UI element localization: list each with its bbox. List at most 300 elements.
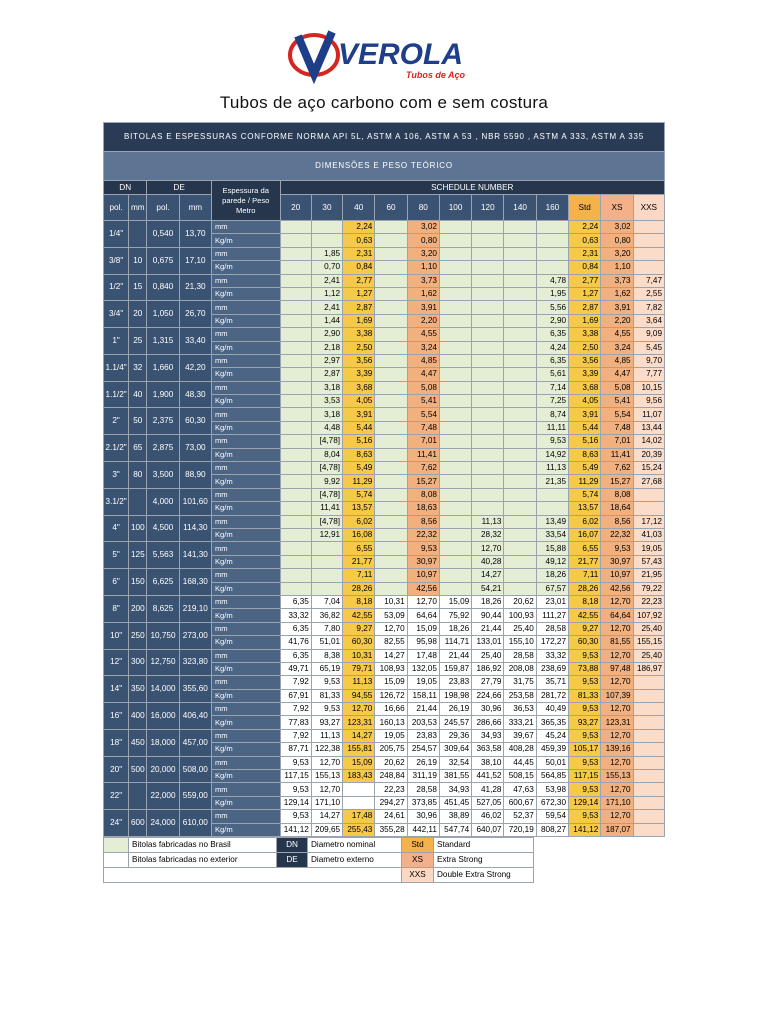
value-cell: 5,56 (536, 301, 568, 314)
value-cell (472, 247, 504, 260)
value-cell (280, 287, 311, 300)
value-cell: 158,11 (407, 689, 439, 702)
value-cell: 45,24 (536, 729, 568, 742)
value-cell: 2,24 (569, 221, 601, 234)
value-cell (439, 314, 471, 327)
de-pol-header: pol. (147, 195, 179, 221)
value-cell: 28,32 (472, 528, 504, 541)
unit-cell: mm (211, 221, 280, 234)
value-cell: 7,48 (601, 421, 633, 434)
value-cell: 51,01 (311, 636, 342, 649)
value-cell: 3,68 (343, 381, 375, 394)
dn-pol-cell: 2" (104, 408, 129, 435)
legend-std-key: Std (402, 837, 434, 852)
value-cell (375, 274, 407, 287)
value-cell: 11,11 (536, 421, 568, 434)
value-cell: 57,43 (633, 555, 664, 568)
de-mm-header: mm (179, 195, 211, 221)
value-cell: 12,70 (601, 649, 633, 662)
value-cell (439, 569, 471, 582)
value-cell: 53,09 (375, 609, 407, 622)
value-cell: 59,54 (536, 810, 568, 823)
unit-cell: Kg/m (211, 770, 280, 783)
value-cell (504, 515, 536, 528)
value-cell: 9,53 (569, 783, 601, 796)
value-cell: 9,53 (407, 542, 439, 555)
value-cell: 408,28 (504, 743, 536, 756)
value-cell: 255,43 (343, 823, 375, 836)
value-cell (439, 341, 471, 354)
value-cell: 363,58 (472, 743, 504, 756)
de-pol-cell: 2,375 (147, 408, 179, 435)
value-cell: 640,07 (472, 823, 504, 836)
value-cell: 13,44 (633, 421, 664, 434)
value-cell: 3,20 (407, 247, 439, 260)
value-cell: 0,84 (343, 261, 375, 274)
legend-exterior-swatch (104, 852, 129, 867)
value-cell: 0,63 (343, 234, 375, 247)
pipe-table-body (104, 221, 665, 837)
legend-brasil-swatch (104, 837, 129, 852)
value-cell: 720,19 (504, 823, 536, 836)
value-cell (375, 368, 407, 381)
value-cell (504, 328, 536, 341)
value-cell: 333,21 (504, 716, 536, 729)
value-cell: 41,76 (280, 636, 311, 649)
value-cell (311, 569, 342, 582)
value-cell: 25,40 (504, 622, 536, 635)
table-row (104, 810, 665, 823)
value-cell: 8,63 (569, 448, 601, 461)
value-cell: 5,49 (569, 462, 601, 475)
de-mm-cell: 88,90 (179, 462, 211, 489)
value-cell: 8,38 (311, 649, 342, 662)
value-cell (375, 555, 407, 568)
value-cell: 17,48 (343, 810, 375, 823)
value-cell: 23,83 (439, 676, 471, 689)
value-cell: 12,70 (311, 756, 342, 769)
value-cell: 123,31 (601, 716, 633, 729)
value-cell: 6,35 (536, 328, 568, 341)
value-cell: 9,53 (569, 703, 601, 716)
value-cell: 111,27 (536, 609, 568, 622)
value-cell (472, 301, 504, 314)
dn-pol-cell: 3.1/2" (104, 488, 129, 515)
value-cell: 79,71 (343, 662, 375, 675)
dn-pol-cell: 10" (104, 622, 129, 649)
value-cell: 1,62 (407, 287, 439, 300)
schedule-col-header: 30 (311, 195, 342, 221)
value-cell (472, 314, 504, 327)
value-cell: 41,03 (633, 528, 664, 541)
unit-cell: Kg/m (211, 662, 280, 675)
value-cell: 15,09 (375, 676, 407, 689)
value-cell: 1,10 (407, 261, 439, 274)
value-cell: 100,93 (504, 609, 536, 622)
value-cell (439, 368, 471, 381)
dn-pol-cell: 3/4" (104, 301, 129, 328)
value-cell: 9,53 (311, 676, 342, 689)
value-cell: 14,27 (375, 649, 407, 662)
value-cell: 10,15 (633, 381, 664, 394)
value-cell: 4,55 (407, 328, 439, 341)
value-cell (375, 528, 407, 541)
dn-pol-cell: 1/2" (104, 274, 129, 301)
unit-cell: mm (211, 354, 280, 367)
value-cell: 93,27 (569, 716, 601, 729)
value-cell: 5,54 (407, 408, 439, 421)
value-cell (343, 796, 375, 809)
dn-mm-cell: 20 (129, 301, 147, 328)
value-cell (439, 354, 471, 367)
de-pol-cell: 0,540 (147, 221, 179, 248)
value-cell: 107,92 (633, 609, 664, 622)
value-cell: 365,35 (536, 716, 568, 729)
value-cell: 3,91 (569, 408, 601, 421)
value-cell (633, 261, 664, 274)
value-cell: 203,53 (407, 716, 439, 729)
unit-cell: Kg/m (211, 234, 280, 247)
value-cell: 7,92 (280, 729, 311, 742)
value-cell: 30,96 (472, 703, 504, 716)
unit-cell: mm (211, 756, 280, 769)
value-cell (375, 287, 407, 300)
value-cell (536, 502, 568, 515)
value-cell (504, 582, 536, 595)
value-cell: 7,01 (407, 435, 439, 448)
de-pol-cell: 4,000 (147, 488, 179, 515)
value-cell (343, 783, 375, 796)
value-cell (439, 515, 471, 528)
dn-mm-cell: 15 (129, 274, 147, 301)
unit-cell: Kg/m (211, 448, 280, 461)
value-cell: 21,44 (472, 622, 504, 635)
value-cell: 3,24 (407, 341, 439, 354)
value-cell: 1,62 (601, 287, 633, 300)
value-cell: 133,01 (472, 636, 504, 649)
value-cell: 18,63 (407, 502, 439, 515)
legend-exterior-label: Bitolas fabricadas no exterior (129, 852, 277, 867)
value-cell: 19,05 (407, 676, 439, 689)
value-cell: 309,64 (439, 743, 471, 756)
value-cell (504, 354, 536, 367)
value-cell (280, 462, 311, 475)
unit-cell: Kg/m (211, 314, 280, 327)
value-cell: 19,05 (633, 542, 664, 555)
de-pol-cell: 3,500 (147, 462, 179, 489)
value-cell (280, 221, 311, 234)
value-cell (375, 515, 407, 528)
value-cell (375, 475, 407, 488)
value-cell: 12,70 (601, 703, 633, 716)
value-cell: 12,70 (375, 622, 407, 635)
logo-tagline: Tubos de Aço (406, 70, 466, 80)
value-cell: 93,27 (311, 716, 342, 729)
value-cell: 50,01 (536, 756, 568, 769)
dn-mm-cell: 32 (129, 354, 147, 381)
dn-mm-cell (129, 783, 147, 810)
value-cell: 24,61 (375, 810, 407, 823)
value-cell: 3,56 (569, 354, 601, 367)
value-cell: 381,55 (439, 770, 471, 783)
value-cell: 42,55 (569, 609, 601, 622)
value-cell: 33,32 (280, 609, 311, 622)
value-cell (504, 221, 536, 234)
value-cell: 9,53 (569, 810, 601, 823)
de-mm-cell: 21,30 (179, 274, 211, 301)
value-cell: 442,11 (407, 823, 439, 836)
value-cell: 10,31 (343, 649, 375, 662)
value-cell (375, 381, 407, 394)
table-row (104, 622, 665, 635)
dn-mm-cell: 80 (129, 462, 147, 489)
value-cell (472, 435, 504, 448)
value-cell (439, 542, 471, 555)
value-cell (439, 448, 471, 461)
de-mm-cell: 26,70 (179, 301, 211, 328)
value-cell: [4,78] (311, 515, 342, 528)
value-cell: 87,71 (280, 743, 311, 756)
value-cell (504, 395, 536, 408)
value-cell: 3,02 (601, 221, 633, 234)
de-mm-cell: 219,10 (179, 595, 211, 622)
value-cell: 4,05 (343, 395, 375, 408)
dn-mm-cell: 500 (129, 756, 147, 783)
value-cell: 26,19 (407, 756, 439, 769)
unit-cell: Kg/m (211, 341, 280, 354)
table-row (104, 676, 665, 689)
value-cell (439, 408, 471, 421)
value-cell: 47,63 (504, 783, 536, 796)
de-mm-cell: 101,60 (179, 488, 211, 515)
value-cell (280, 247, 311, 260)
de-mm-cell: 323,80 (179, 649, 211, 676)
unit-cell: Kg/m (211, 689, 280, 702)
value-cell: 40,28 (472, 555, 504, 568)
value-cell: 2,87 (569, 301, 601, 314)
value-cell: 64,64 (407, 609, 439, 622)
value-cell (633, 823, 664, 836)
value-cell: 5,44 (343, 421, 375, 434)
value-cell: 82,55 (375, 636, 407, 649)
de-pol-cell: 4,500 (147, 515, 179, 542)
value-cell: 21,44 (439, 649, 471, 662)
value-cell: 205,75 (375, 743, 407, 756)
value-cell: 7,47 (633, 274, 664, 287)
value-cell (311, 234, 342, 247)
norms-band: BITOLAS E ESPESSURAS CONFORME NORMA API 5L, ASTM A 106, ASTM A 53 , NBR 5590 , ASTM A 333, ASTM A 335 (103, 122, 665, 151)
value-cell: 21,44 (407, 703, 439, 716)
value-cell (504, 475, 536, 488)
dn-pol-cell: 1.1/4" (104, 354, 129, 381)
unit-cell: Kg/m (211, 716, 280, 729)
table-row (104, 247, 665, 260)
dn-pol-cell: 6" (104, 569, 129, 596)
value-cell: 8,56 (601, 515, 633, 528)
value-cell (280, 488, 311, 501)
value-cell: 9,27 (569, 622, 601, 635)
wall-thickness-header: Espessura da parede / Peso Metro (211, 181, 280, 221)
value-cell (439, 462, 471, 475)
value-cell (504, 381, 536, 394)
value-cell (375, 341, 407, 354)
value-cell: 22,32 (601, 528, 633, 541)
value-cell: 155,13 (311, 770, 342, 783)
value-cell (375, 408, 407, 421)
value-cell: 54,21 (472, 582, 504, 595)
value-cell: 2,55 (633, 287, 664, 300)
value-cell: 7,92 (280, 703, 311, 716)
value-cell (439, 528, 471, 541)
unit-cell: Kg/m (211, 582, 280, 595)
value-cell: 311,19 (407, 770, 439, 783)
value-cell: 19,05 (375, 729, 407, 742)
value-cell: 1,44 (311, 314, 342, 327)
value-cell: 8,63 (343, 448, 375, 461)
value-cell: 8,74 (536, 408, 568, 421)
value-cell (536, 234, 568, 247)
value-cell: 46,02 (472, 810, 504, 823)
value-cell: 12,70 (601, 622, 633, 635)
value-cell: 22,23 (633, 595, 664, 608)
value-cell: 2,20 (407, 314, 439, 327)
table-row (104, 515, 665, 528)
value-cell (472, 354, 504, 367)
de-mm-cell: 114,30 (179, 515, 211, 542)
legend-xxs-key: XXS (402, 867, 434, 882)
value-cell: 141,12 (569, 823, 601, 836)
value-cell: 6,55 (569, 542, 601, 555)
value-cell: 4,05 (569, 395, 601, 408)
value-cell (375, 261, 407, 274)
dn-pol-cell: 1/4" (104, 221, 129, 248)
value-cell: 186,97 (633, 662, 664, 675)
value-cell: 15,09 (407, 622, 439, 635)
value-cell: 139,16 (601, 743, 633, 756)
legend-dn-key: DN (277, 837, 308, 852)
unit-cell: mm (211, 622, 280, 635)
value-cell: 5,41 (407, 395, 439, 408)
value-cell: 0,70 (311, 261, 342, 274)
value-cell: 23,83 (407, 729, 439, 742)
value-cell: 9,53 (569, 676, 601, 689)
value-cell (536, 221, 568, 234)
value-cell (439, 582, 471, 595)
value-cell: 18,64 (601, 502, 633, 515)
value-cell (375, 421, 407, 434)
schedule-col-header: 80 (407, 195, 439, 221)
value-cell (504, 234, 536, 247)
value-cell (439, 435, 471, 448)
value-cell: 25,40 (472, 649, 504, 662)
value-cell: 159,87 (439, 662, 471, 675)
value-cell (472, 221, 504, 234)
table-row (104, 462, 665, 475)
value-cell: 2,87 (311, 368, 342, 381)
value-cell: 171,10 (601, 796, 633, 809)
value-cell (504, 421, 536, 434)
value-cell: 28,26 (569, 582, 601, 595)
unit-cell: mm (211, 515, 280, 528)
value-cell: 672,30 (536, 796, 568, 809)
value-cell: 16,07 (569, 528, 601, 541)
value-cell: 2,90 (536, 314, 568, 327)
de-pol-cell: 14,000 (147, 676, 179, 703)
value-cell (472, 502, 504, 515)
value-cell (504, 542, 536, 555)
value-cell: 7,77 (633, 368, 664, 381)
value-cell: 3,18 (311, 408, 342, 421)
unit-cell: Kg/m (211, 636, 280, 649)
dn-pol-header: pol. (104, 195, 129, 221)
value-cell: 9,56 (633, 395, 664, 408)
value-cell: 75,92 (439, 609, 471, 622)
value-cell (280, 582, 311, 595)
value-cell: 10,97 (601, 569, 633, 582)
de-pol-cell: 1,660 (147, 354, 179, 381)
value-cell (375, 301, 407, 314)
value-cell: 9,53 (601, 542, 633, 555)
value-cell: 5,16 (569, 435, 601, 448)
dn-pol-cell: 4" (104, 515, 129, 542)
value-cell: [4,78] (311, 462, 342, 475)
value-cell: 129,14 (280, 796, 311, 809)
value-cell: 12,70 (407, 595, 439, 608)
value-cell (472, 408, 504, 421)
value-cell: 28,26 (343, 582, 375, 595)
unit-cell: mm (211, 703, 280, 716)
value-cell: 3,91 (601, 301, 633, 314)
value-cell (280, 555, 311, 568)
value-cell: 94,55 (343, 689, 375, 702)
value-cell: 12,70 (472, 542, 504, 555)
legend-xs-key: XS (402, 852, 434, 867)
unit-cell: Kg/m (211, 528, 280, 541)
value-cell: 5,45 (633, 341, 664, 354)
unit-cell: Kg/m (211, 287, 280, 300)
value-cell: 9,53 (536, 435, 568, 448)
value-cell: 41,28 (472, 783, 504, 796)
value-cell: 12,70 (601, 595, 633, 608)
value-cell (439, 395, 471, 408)
value-cell (472, 462, 504, 475)
value-cell (280, 542, 311, 555)
value-cell: 5,54 (601, 408, 633, 421)
value-cell (472, 261, 504, 274)
value-cell: 12,70 (601, 783, 633, 796)
de-mm-cell: 60,30 (179, 408, 211, 435)
value-cell (439, 475, 471, 488)
value-cell: 3,38 (569, 328, 601, 341)
pipe-table-frame (103, 122, 665, 883)
value-cell: 1,95 (536, 287, 568, 300)
value-cell: 73,88 (569, 662, 601, 675)
value-cell: 17,48 (407, 649, 439, 662)
dn-pol-cell: 2.1/2" (104, 435, 129, 462)
de-pol-cell: 0,675 (147, 247, 179, 274)
legend-de-desc: Diametro externo (308, 852, 402, 867)
value-cell (280, 475, 311, 488)
value-cell: 28,58 (536, 622, 568, 635)
value-cell: 34,93 (472, 729, 504, 742)
value-cell: 160,13 (375, 716, 407, 729)
table-row (104, 595, 665, 608)
value-cell: 39,67 (504, 729, 536, 742)
value-cell: 245,57 (439, 716, 471, 729)
value-cell: 2,31 (343, 247, 375, 260)
dn-mm-cell: 40 (129, 381, 147, 408)
value-cell: 13,57 (343, 502, 375, 515)
